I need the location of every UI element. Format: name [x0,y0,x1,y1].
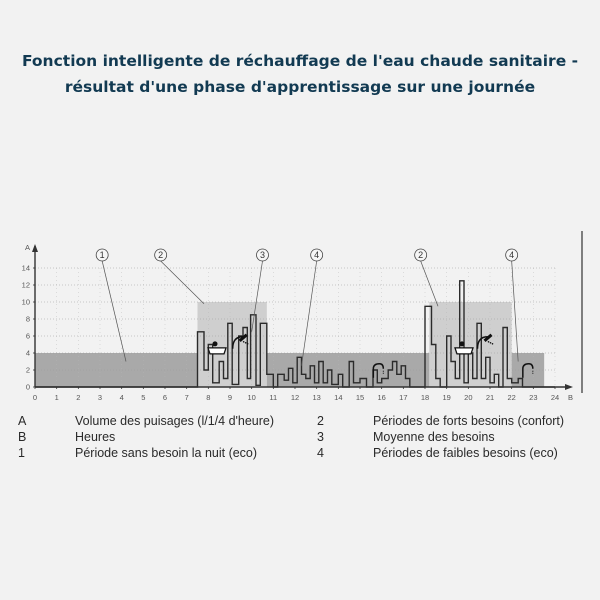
callout-leader [421,261,438,306]
y-tick-label: 6 [25,331,30,341]
x-tick-label: 2 [76,393,81,402]
x-tick-label: 4 [119,393,124,402]
bath-tub [455,348,473,354]
x-tick-label: 14 [334,393,343,402]
legend-text-3: Moyenne des besoins [373,430,495,444]
y-tick-label: 4 [25,348,30,358]
x-tick-label: 9 [227,393,233,402]
shower-drop [490,342,492,344]
callout-4 [302,249,323,366]
x-tick-label: 20 [464,393,473,402]
legend-key-1: 1 [18,446,25,460]
y-axis-letter: A [25,243,31,252]
x-tick-label: 7 [184,393,189,402]
x-tick-label: 24 [550,393,560,402]
legend-text-2: Périodes de forts besoins (confort) [373,414,565,428]
legend-text-b: Heures [75,430,116,444]
bath-person [460,341,465,346]
legend-text-4: Périodes de faibles besoins (eco) [373,446,558,460]
bath-tub [208,348,226,354]
x-tick-label: 10 [247,393,256,402]
x-tick-label: 23 [529,393,538,402]
callout-number: 4 [509,250,515,260]
shower-drop [247,343,249,345]
x-axis-arrow [565,384,573,390]
x-tick-label: 12 [290,393,300,402]
callout-number: 1 [99,250,105,260]
x-tick-label: 1 [54,393,59,402]
x-tick-label: 17 [399,393,408,402]
callout-leader [512,261,519,362]
y-tick-label: 12 [21,280,30,290]
x-tick-label: 21 [485,393,495,402]
legend-key-b: B [18,430,27,444]
x-tick-label: 18 [420,393,430,402]
x-tick-label: 11 [269,393,278,402]
callout-2 [155,249,204,304]
y-tick-label: 0 [25,382,30,392]
legend-key-3: 3 [317,430,324,444]
y-tick-label: 10 [21,297,30,307]
x-tick-label: 22 [507,393,516,402]
callout-number: 2 [418,250,424,260]
callout-leader [302,261,317,366]
x-tick-label: 8 [206,393,211,402]
x-tick-label: 3 [97,393,103,402]
x-tick-label: 16 [377,393,386,402]
x-tick-label: 0 [32,393,38,402]
legend-key-4: 4 [317,446,324,460]
legend-text-1: Période sans besoin la nuit (eco) [75,446,258,460]
legend-key-a: A [18,414,27,428]
x-tick-label: 19 [442,393,451,402]
y-tick-label: 2 [25,365,30,375]
x-tick-label: 5 [141,393,146,402]
callout-2 [415,249,438,306]
y-tick-label: 14 [21,263,30,273]
shower-drop [243,341,245,343]
callout-number: 3 [259,250,266,260]
shower-drop [245,342,247,344]
shower-drop [492,343,494,345]
x-tick-label: 13 [312,393,321,402]
y-tick-label: 8 [25,314,30,324]
callout-number: 4 [314,250,320,260]
x-tick-label: 15 [355,393,365,402]
callout-leader [161,261,204,304]
callout-leader [102,261,126,362]
shower-drop [488,341,490,343]
title-line-1: Fonction intelligente de réchauffage de l'eau chaude sanitaire - [21,52,579,70]
x-axis-letter: B [568,393,574,402]
title-line-2: résultat d'une phase d'apprentissage sur une journée [64,78,536,96]
legend-key-2: 2 [317,414,324,428]
y-axis-arrow [32,244,38,252]
legend-text-a: Volume des puisages (l/1/4 d'heure) [75,414,275,428]
callout-number: 2 [158,250,164,260]
bath-person [213,341,218,346]
x-tick-label: 6 [162,393,168,402]
